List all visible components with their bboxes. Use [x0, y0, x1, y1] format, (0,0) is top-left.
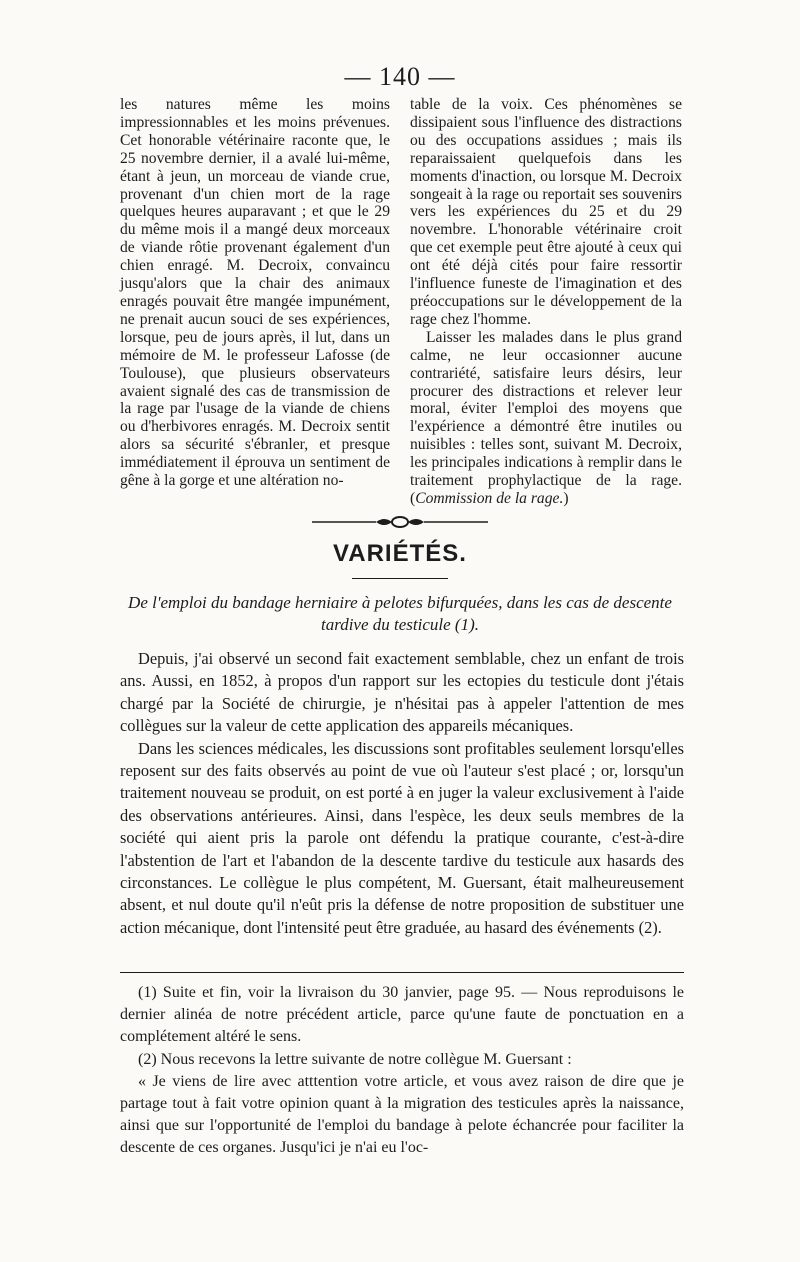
ornament-divider: [312, 512, 488, 532]
footnote-rule: [120, 972, 684, 973]
left-column: [120, 96, 390, 490]
body-paragraph-2-text: Dans les sciences médicales, les discussions sont profitables seulement lorsqu'elles reposent sur des faits observés au point de vue où l'auteur s'est placé ; or, lorsqu'un traitement nouveau se produit, on est porté à en juger la valeur exclusivement à l'aide des observations antérieures. Ainsi, dans l'espèce, les deux seuls membres de la société qui aient pris la parole ont défendu la pratique courante, c'est-à-dire l'abstention de l'art et l'abandon de la descente tardive du testicule aux hasards des circonstances. Le collègue le plus compétent, M. Guersant, était malheureusement absent, et nul doute qu'il n'eût pris la défense de notre proposition de substituer une action mécanique, dont l'intensité peut être graduée, au hasard des événements: [120, 738, 684, 937]
body-paragraph-1: Depuis, j'ai observé un second fait exactement semblable, chez un enfant de trois ans. Aussi, en 1852, à propos d'un rapport sur les ectopies du testicule dont j'étais chargé par la Société de chirurgie, je n'hésitai pas à appeler l'attention de mes collègues sur la valeur de cette application des appareils mécaniques.: [120, 649, 684, 736]
source-open: (: [410, 489, 416, 507]
footnote-1-text: Suite et fin, voir la livraison du 30 janvier, page 95. — Nous reproduisons le dernier alinéa de notre précédent article, parce qu'une faute de ponctuation en a complétement altéré le sens.: [120, 984, 685, 1046]
article-title-note: (1): [454, 615, 475, 634]
left-column-text: les natures même les moins impressionnables et les moins prévenues. Cet honorable vétérinaire raconte que, le 25 novembre dernier, il a avalé lui-même, étant à jeun, un morceau de viande crue, provenant d'un chien mort de la rage quelques heures auparavant ; et que le 29 du même mois il a mangé deux morceaux de viande rôtie provenant également d'un chien enragé. M. Decroix, convaincu jusqu'alors que la chair des animaux enragés pouvait être mangée impunément, ne prenait aucun souci de ses expériences, lorsque, peu de jours après, il lut, dans un mémoire de M. le professeur Lafosse (de Toulouse), que plusieurs observateurs avaient signalé des cas de transmission de la rage par l'usage de la viande de chiens ou d'herbivores enragés. M. Decroix sentit alors sa sécurité s'ébranler, et presque immédiatement il éprouva un sentiment de gêne à la gorge et une altération no-: [120, 96, 390, 490]
right-column-paragraph-2: [410, 329, 682, 508]
section-title: VARIÉTÉS.: [333, 540, 467, 567]
body-paragraph-2-end: .: [657, 917, 662, 937]
source-close: ): [563, 489, 569, 507]
article-title: [120, 592, 680, 636]
right-column: [410, 96, 682, 508]
article-body: [120, 648, 684, 939]
right-column-paragraph-2-text: Laisser les malades dans le plus grand calme, ne leur occasionner aucune contrariété, satisfaire leurs désirs, leur procurer des distractions et relever leur moral, éviter l'emploi des moyens que l'expérience a démontré être inutiles ou nuisibles : telles sont, suivant M. Decroix, les principales indications à remplir dans le traitement prophylactique de la rage.: [410, 328, 682, 490]
article-title-text: De l'emploi du bandage herniaire à pelotes bifurquées, dans les cas de descente tardive du testicule: [128, 593, 672, 634]
body-paragraph-2: [120, 738, 684, 940]
footnote-2-text: Nous recevons la lettre suivante de notre collègue M. Guersant :: [160, 1050, 572, 1068]
page-number: — 140 —: [344, 62, 456, 91]
footnote-2-letter: « Je viens de lire avec atttention votre article, et vous avez raison de dire que je partage tout à fait votre opinion quant à la migration des testicules après la naissance, ainsi que sur l'opportunité de l'emploi du bandage à pelote échancrée pour faciliter la descente de ces organes. Jusqu'ici je n'ai eu l'oc-: [120, 1072, 684, 1157]
section-title-rule: [352, 578, 448, 579]
right-column-paragraph-1: table de la voix. Ces phénomènes se dissipaient sous l'influence des distractions ou des occupations assidues ; mais ils reparaissaient quelquefois dans les moments d'inaction, ou lorsque M. Decroix songeait à la rage ou reportait ses souvenirs vers les expériences du 25 et du 29 novembre. L'honorable vétérinaire croit que cet exemple peut être ajouté à ceux qui ont été déjà cités pour faire ressortir l'influence funeste de l'imagination et des préoccupations sur le développement de la rage chez l'homme.: [410, 96, 682, 328]
footnote-2-mark: (2): [138, 1050, 157, 1068]
footnote-2: [120, 1049, 684, 1071]
body-note-ref: (2): [638, 917, 658, 937]
footnote-1-mark: (1): [138, 984, 157, 1001]
source-citation: Commission de la rage.: [415, 489, 564, 507]
article-title-end: .: [474, 615, 479, 634]
footnotes: [120, 982, 684, 1160]
footnote-1: [120, 982, 684, 1049]
